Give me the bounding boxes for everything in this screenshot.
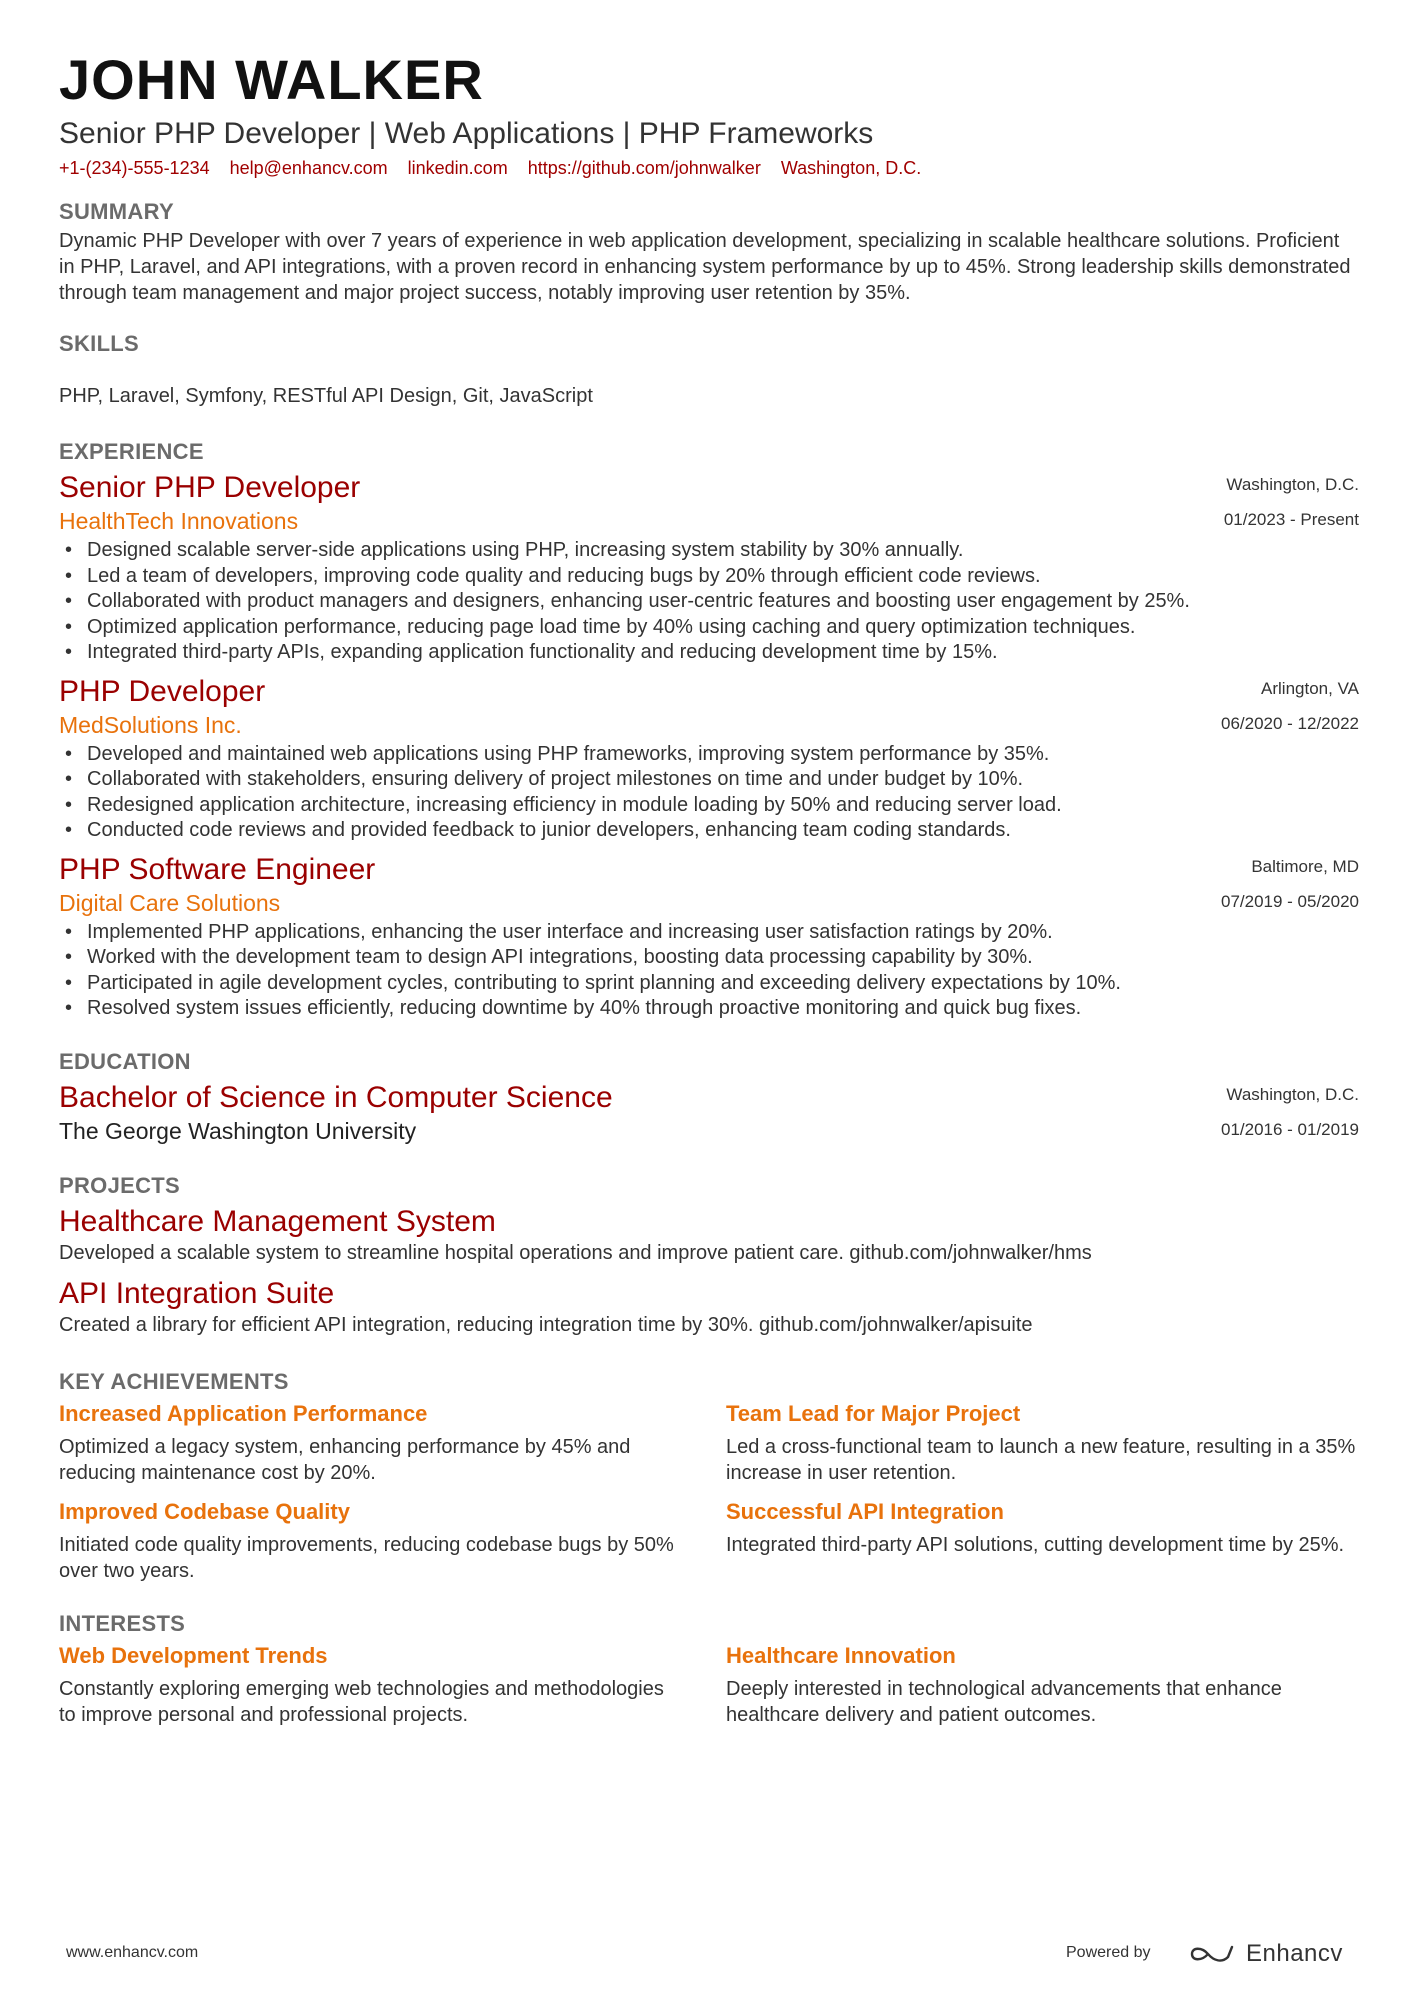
summary-text: Dynamic PHP Developer with over 7 years of experience in web application development, specializing in scalable healthcare solutions. Proficient in PHP, Laravel, and API integrations, with a proven record in enhancing system performance by up to 45%. Strong leadership skills demonstrated through team management and major project success, notably improving user retention by 35%.	[59, 230, 1351, 304]
school-name: The George Washington University	[59, 1117, 417, 1144]
list-item: • Worked with the development team to design API integrations, boosting data processing capability by 30%.	[87, 945, 1359, 971]
list-item: • Designed scalable server-side applications using PHP, increasing system stability by 30% annually.	[87, 538, 1359, 564]
enhancv-logo-icon	[1188, 1941, 1236, 1967]
job-meta	[1224, 470, 1359, 532]
interest-desc: Deeply interested in technological advancements that enhance healthcare delivery and patient outcomes.	[726, 1677, 1282, 1726]
page-footer	[0, 1940, 1410, 1970]
job-title: Senior PHP Developer	[59, 471, 361, 504]
job-dates: 06/2020 - 12/2022	[1220, 713, 1359, 733]
interests-heading: INTERESTS	[59, 1610, 186, 1636]
list-item: • Collaborated with product managers and designers, enhancing user-centric features and boosting user engagement by 25%.	[87, 589, 1359, 615]
job-bullets	[59, 920, 1359, 1022]
list-item: • Integrated third-party APIs, expanding application functionality and reducing development time by 15%.	[87, 640, 1359, 666]
achievement-item	[726, 1400, 1359, 1486]
project-title: Healthcare Management System	[59, 1204, 496, 1238]
contact-bar	[59, 156, 1359, 180]
job-title: PHP Developer	[59, 674, 266, 708]
list-item: • Led a team of developers, improving code quality and reducing bugs by 20% through efficient code reviews.	[87, 564, 1359, 590]
project-entry	[59, 1276, 1359, 1338]
achievement-desc: Integrated third-party API solutions, cutting development time by 25%.	[726, 1533, 1345, 1556]
list-item: • Optimized application performance, reducing page load time by 40% using caching and query optimization techniques.	[87, 615, 1359, 641]
skills-heading: SKILLS	[59, 331, 140, 356]
achievement-title: Increased Application Performance	[59, 1400, 428, 1426]
summary-heading: SUMMARY	[59, 199, 174, 224]
job-location: Baltimore, MD	[1251, 856, 1359, 876]
list-item: • Conducted code reviews and provided feedback to junior developers, enhancing team coding standards.	[87, 818, 1359, 844]
interest-desc: Constantly exploring emerging web technologies and methodologies to improve personal and professional projects.	[59, 1677, 664, 1726]
education-entry	[59, 1080, 1359, 1146]
job-bullets	[59, 742, 1359, 844]
contact-github[interactable]: https://github.com/johnwalker	[527, 158, 761, 178]
achievement-item	[59, 1498, 726, 1584]
education-heading: EDUCATION	[59, 1048, 191, 1074]
enhancv-brand-name: Enhancv	[1246, 1940, 1343, 1967]
projects-heading: PROJECTS	[59, 1172, 180, 1198]
achievement-title: Team Lead for Major Project	[726, 1400, 1021, 1426]
powered-by-label: Powered by	[1066, 1944, 1151, 1961]
education-dates: 01/2016 - 01/2019	[1220, 1119, 1359, 1139]
achievement-item	[59, 1400, 726, 1486]
job-dates: 01/2023 - Present	[1223, 510, 1359, 529]
contact-email[interactable]: help@enhancv.com	[229, 158, 388, 178]
job-company: Digital Care Solutions	[59, 889, 281, 916]
achievement-item	[726, 1498, 1359, 1584]
interest-title: Web Development Trends	[59, 1642, 328, 1668]
list-item: • Resolved system issues efficiently, reducing downtime by 40% through proactive monitoring and quick bug fixes.	[87, 996, 1359, 1022]
job-meta	[1221, 674, 1359, 736]
headline: Senior PHP Developer | Web Applications | PHP Frameworks	[59, 117, 874, 150]
job-title: PHP Software Engineer	[59, 852, 376, 886]
contact-location: Washington, D.C.	[780, 158, 922, 178]
education-location: Washington, D.C.	[1226, 1084, 1359, 1104]
job-location: Arlington, VA	[1261, 678, 1359, 698]
experience-heading: EXPERIENCE	[59, 439, 204, 464]
list-item: • Developed and maintained web applications using PHP frameworks, improving system performance by 35%.	[87, 742, 1359, 768]
job-meta	[1221, 852, 1359, 914]
project-entry	[59, 1204, 1359, 1266]
list-item: • Collaborated with stakeholders, ensuring delivery of project milestones on time and under budget by 10%.	[87, 767, 1359, 793]
interest-item	[726, 1642, 1359, 1728]
achievements-heading: KEY ACHIEVEMENTS	[59, 1368, 289, 1394]
job-company: MedSolutions Inc.	[59, 711, 242, 738]
list-item: • Participated in agile development cycles, contributing to sprint planning and exceeding delivery expectations by 10%.	[87, 971, 1359, 997]
degree-title: Bachelor of Science in Computer Science	[59, 1080, 613, 1114]
job-entry	[59, 470, 1359, 666]
job-location: Washington, D.C.	[1226, 475, 1359, 494]
job-company: HealthTech Innovations	[59, 508, 299, 534]
achievement-title: Improved Codebase Quality	[59, 1498, 350, 1524]
candidate-name: JOHN WALKER	[59, 48, 484, 111]
interests-grid	[59, 1642, 1359, 1728]
resume-content	[59, 48, 1359, 1728]
achievements-grid	[59, 1400, 1359, 1584]
interest-item	[59, 1642, 726, 1728]
project-desc: Developed a scalable system to streamline hospital operations and improve patient care. github.com/johnwalker/hms	[59, 1241, 1092, 1264]
job-entry	[59, 674, 1359, 844]
skills-text: PHP, Laravel, Symfony, RESTful API Design, Git, JavaScript	[59, 385, 593, 407]
project-title: API Integration Suite	[59, 1276, 335, 1310]
contact-linkedin[interactable]: linkedin.com	[407, 158, 508, 178]
footer-url[interactable]: www.enhancv.com	[66, 1944, 199, 1961]
achievement-desc: Optimized a legacy system, enhancing performance by 45% and reducing maintenance cost by 20%.	[59, 1435, 631, 1484]
contact-phone[interactable]: +1-(234)-555-1234	[59, 158, 210, 178]
list-item: • Redesigned application architecture, increasing efficiency in module loading by 50% and reducing server load.	[87, 793, 1359, 819]
job-bullets	[59, 538, 1359, 666]
job-entry	[59, 852, 1359, 1022]
project-desc: Created a library for efficient API integration, reducing integration time by 30%. github.com/johnwalker/apisuite	[59, 1313, 1033, 1336]
achievement-desc: Led a cross-functional team to launch a new feature, resulting in a 35% increase in user retention.	[726, 1435, 1356, 1484]
interest-title: Healthcare Innovation	[726, 1642, 956, 1668]
achievement-title: Successful API Integration	[726, 1498, 1004, 1524]
enhancv-brand[interactable]	[1188, 1940, 1343, 1968]
job-dates: 07/2019 - 05/2020	[1220, 891, 1359, 911]
achievement-desc: Initiated code quality improvements, reducing codebase bugs by 50% over two years.	[59, 1533, 674, 1582]
education-meta	[1221, 1080, 1359, 1142]
list-item: • Implemented PHP applications, enhancing the user interface and increasing user satisfaction ratings by 20%.	[87, 920, 1359, 946]
